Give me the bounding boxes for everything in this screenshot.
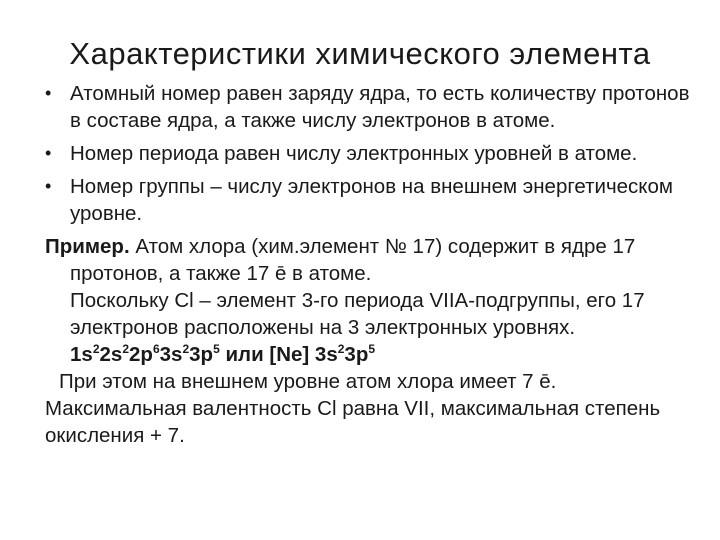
example-line-period: Поскольку Cl – элемент 3-го периода VIIA-подгруппы, его 17 электронов расположены на 3 электронных уровнях. bbox=[70, 289, 645, 339]
formula-part: 2s bbox=[99, 343, 123, 366]
list-item bbox=[45, 173, 695, 227]
list-item bbox=[45, 80, 695, 134]
example-label: Пример. bbox=[45, 235, 130, 258]
formula-sup: 5 bbox=[213, 342, 220, 356]
electron-configuration bbox=[45, 341, 695, 368]
example-paragraph bbox=[45, 233, 695, 287]
formula-part: 3p bbox=[189, 343, 214, 366]
formula-part: 3p bbox=[344, 343, 369, 366]
example-text: Атом хлора (хим.элемент № 17) содержит в ядре 17 протонов, а также 17 ē в атоме. bbox=[70, 235, 636, 285]
bullet-text: Номер группы – числу электронов на внешнем энергетическом уровне. bbox=[70, 175, 673, 225]
formula-part: или [Ne] 3s bbox=[219, 343, 338, 366]
list-item bbox=[45, 140, 695, 167]
example-line-valence: Максимальная валентность Cl равна VII, максимальная степень окисления + 7. bbox=[45, 397, 661, 447]
slide-content bbox=[45, 80, 695, 449]
formula-sup: 2 bbox=[122, 342, 129, 356]
bullet-text: Атомный номер равен заряду ядра, то есть количеству протонов в составе ядра, а также числу электронов в атоме. bbox=[70, 82, 690, 132]
formula-part: 1s bbox=[70, 343, 93, 366]
formula-part: 3s bbox=[159, 343, 183, 366]
bullet-icon: • bbox=[45, 176, 52, 196]
formula-part: 2p bbox=[129, 343, 153, 366]
formula-sup: 5 bbox=[368, 342, 376, 356]
bullet-icon: • bbox=[45, 143, 52, 163]
page-title: Характеристики химического элемента bbox=[69, 36, 651, 71]
bullet-text: Номер периода равен числу электронных уровней в атоме. bbox=[70, 142, 638, 165]
bullet-icon: • bbox=[45, 83, 52, 103]
formula-sup: 2 bbox=[182, 342, 190, 356]
example-line-outer: При этом на внешнем уровне атом хлора имеет 7 ē. bbox=[59, 370, 557, 393]
formula-sup: 2 bbox=[92, 342, 100, 356]
formula-sup: 2 bbox=[337, 342, 345, 356]
formula-sup: 6 bbox=[152, 342, 160, 356]
